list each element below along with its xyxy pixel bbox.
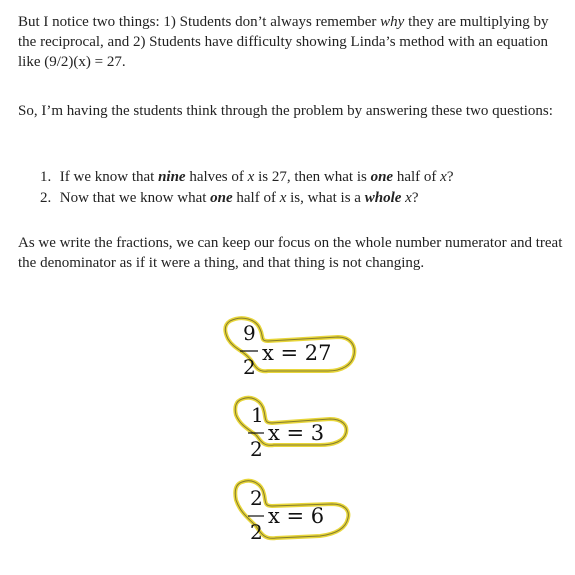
- equation-rhs: x = 27: [262, 341, 332, 365]
- question-text: half of: [393, 169, 441, 185]
- fraction-numerator: 1: [251, 403, 264, 427]
- question-text: ?: [411, 190, 419, 206]
- question-emphasis: whole: [364, 190, 402, 206]
- equation-image: [220, 315, 370, 395]
- question-emphasis: one: [370, 169, 394, 185]
- fraction-denominator: 2: [243, 355, 256, 379]
- question-number: 1.: [40, 169, 52, 185]
- question-text: halves of: [185, 169, 248, 185]
- intro-text-a: But I notice two things: 1) Students don’t always remember: [18, 14, 381, 30]
- fraction-denominator: 2: [250, 520, 263, 544]
- question-text: is, what is a: [286, 190, 365, 206]
- question-text: ?: [446, 169, 454, 185]
- question-number: 2.: [40, 190, 52, 206]
- paragraph-questions-intro: So, I’m having the students think through the problem by answering these two questions:: [18, 103, 553, 119]
- fraction-numerator: 2: [250, 486, 263, 510]
- list-item: [40, 188, 560, 209]
- equation-rhs: x = 6: [268, 504, 325, 528]
- fraction-numerator: 9: [243, 321, 256, 345]
- list-item: [40, 167, 560, 188]
- question-variable: x: [279, 190, 287, 206]
- paragraph-fractions: As we write the fractions, we can keep our focus on the whole number numerator and treat the denominator as if it were a thing, and that thing is not changing.: [18, 235, 563, 271]
- question-text: If we know that: [59, 169, 159, 185]
- question-variable: x: [440, 169, 447, 185]
- equation-rhs: x = 3: [268, 421, 325, 445]
- paragraph-intro: [18, 12, 563, 72]
- question-text: Now that we know what: [59, 190, 211, 206]
- fraction-denominator: 2: [250, 437, 263, 461]
- equation-image: [220, 395, 370, 475]
- equation-image: [220, 478, 370, 558]
- question-variable: x: [247, 169, 255, 185]
- question-variable: x: [405, 190, 412, 206]
- intro-text-b: they are multiplying by the reciprocal, and 2) Students have difficulty showing Linda’s method with an equation like (9/2)(x) = 27.: [18, 14, 549, 70]
- question-text: is 27, then what is: [254, 169, 371, 185]
- question-text: half of: [232, 190, 280, 206]
- question-emphasis: one: [210, 190, 233, 206]
- questions-list: [40, 167, 560, 209]
- question-emphasis: nine: [158, 169, 186, 185]
- intro-emphasis-why: why: [380, 14, 405, 30]
